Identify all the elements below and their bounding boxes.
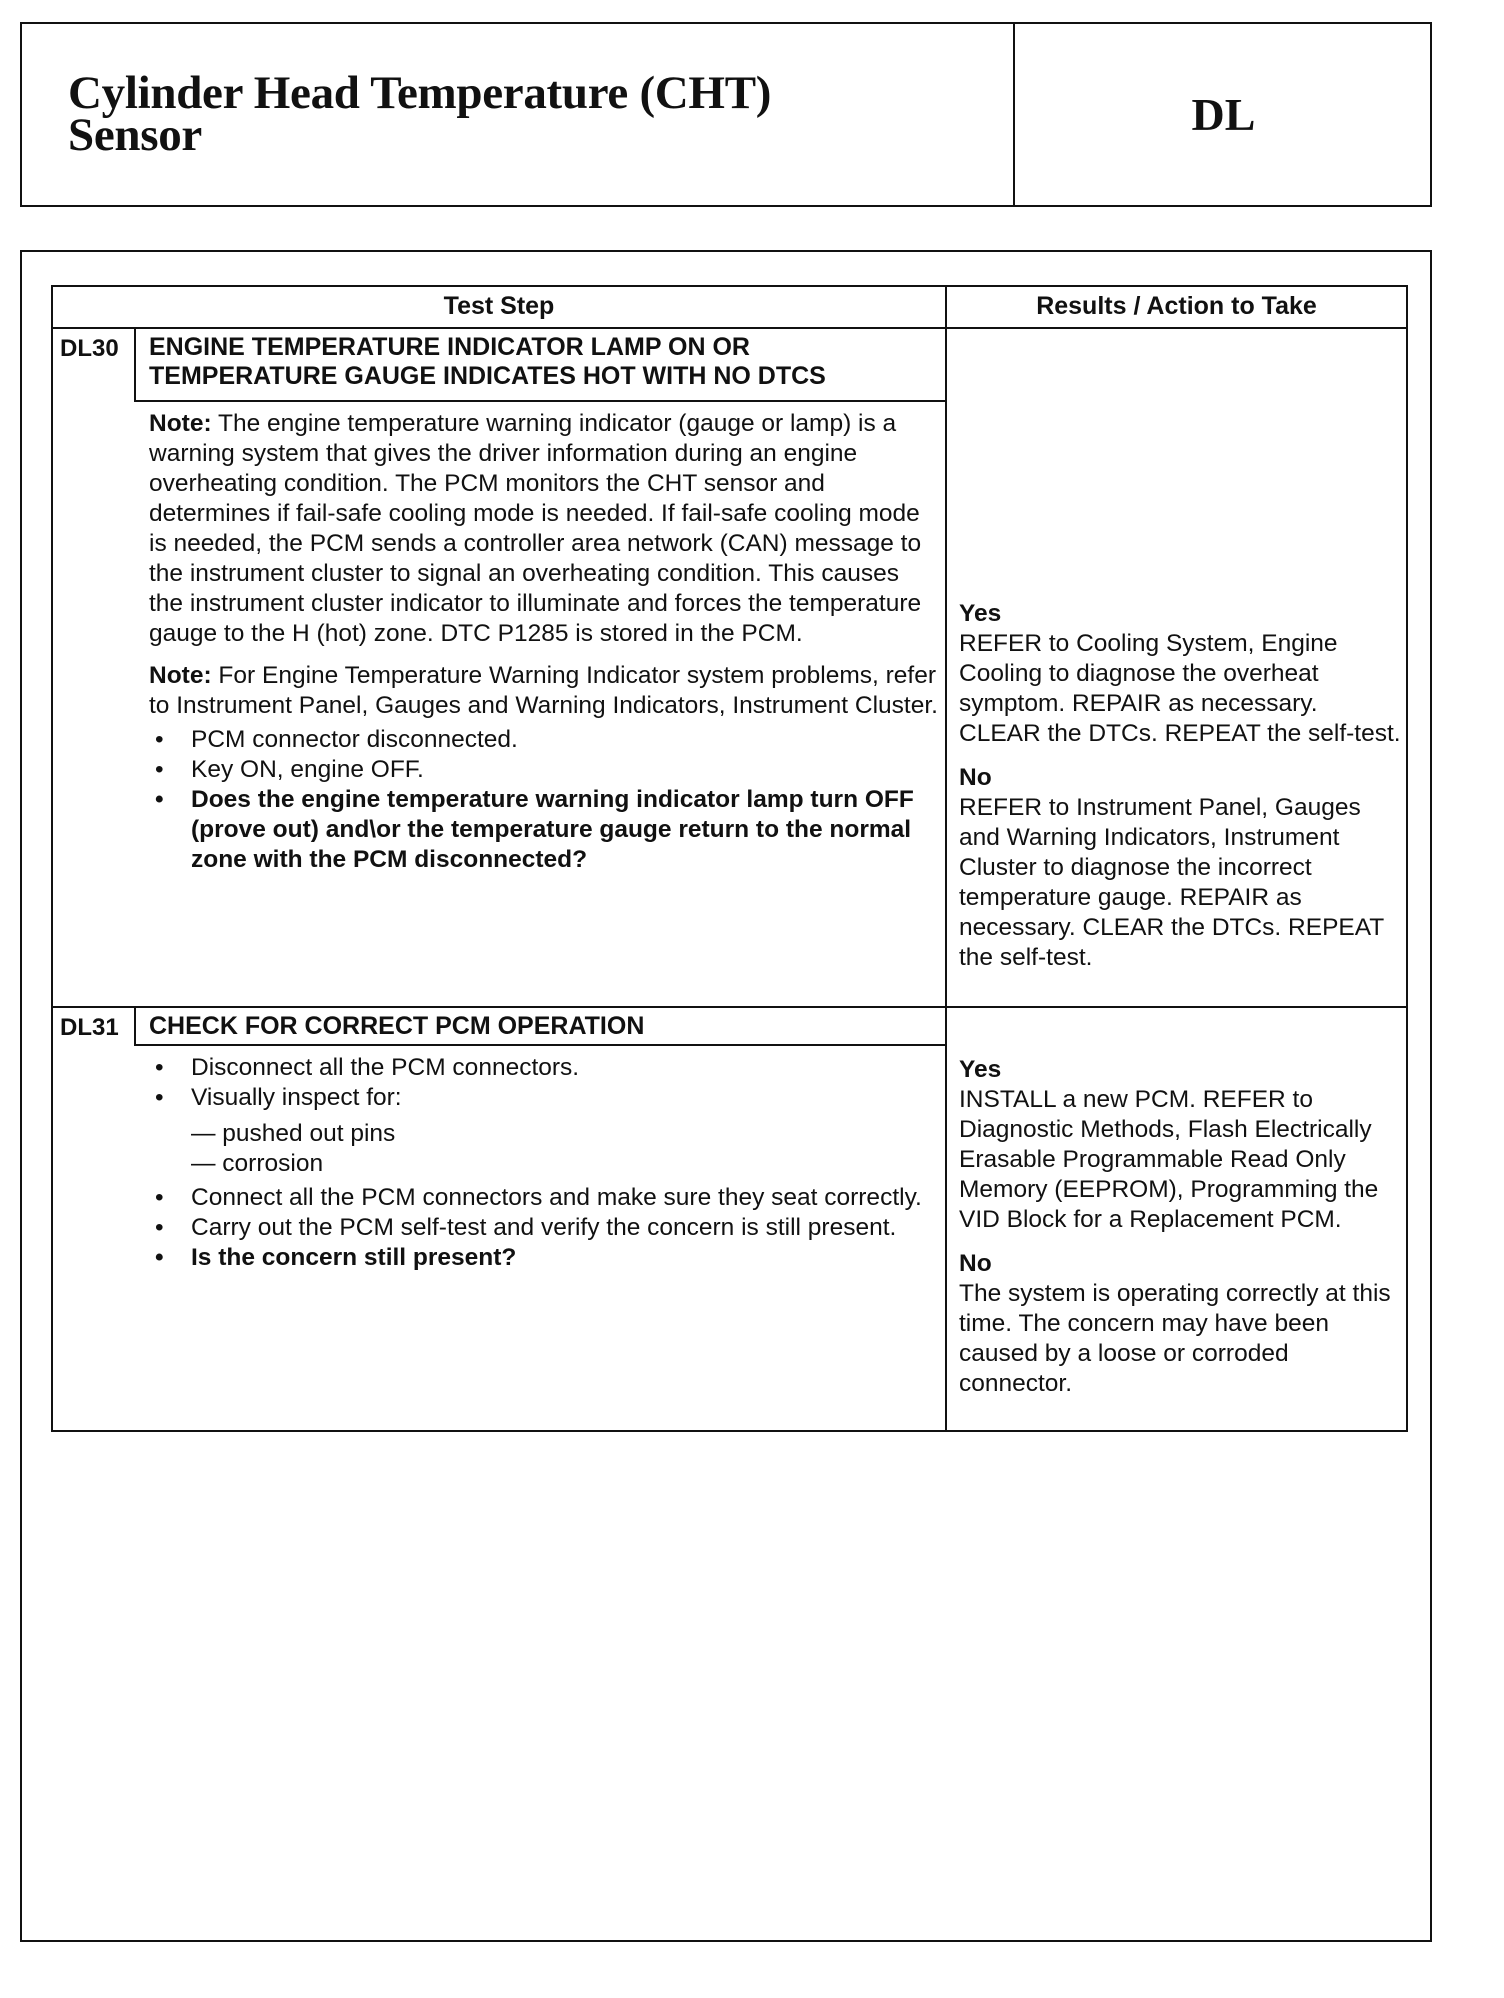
note-1-label: Note:	[149, 410, 212, 437]
note-1	[149, 409, 939, 649]
yes-text: INSTALL a new PCM. REFER to Diagnostic Methods, Flash Electrically Erasable Programmable Read Only Memory (EEPROM), Programming the VID Block for a Replacement PCM.	[959, 1086, 1379, 1233]
step-id-dl31: DL31	[60, 1014, 119, 1041]
dl31-question: • Is the concern still present?	[149, 1243, 939, 1273]
page-title	[68, 67, 968, 161]
diagnostic-table	[51, 285, 1408, 1432]
list-item: — pushed out pins	[191, 1120, 396, 1147]
section-code: DL	[1191, 89, 1256, 140]
step-body-dl31	[149, 1053, 939, 1273]
dl31-heading-line	[134, 1044, 947, 1046]
note-2-text: For Engine Temperature Warning Indicator system problems, refer to Instrument Panel, Gauges and Warning Indicators, Instrument Cluster.	[149, 662, 938, 719]
list-item: • PCM connector disconnected.	[149, 725, 939, 755]
col-header-test-step: Test Step	[443, 292, 555, 320]
dl31-top-line	[53, 1006, 1406, 1008]
column-divider	[945, 287, 947, 1430]
dl31-bullet-list-2	[149, 1183, 939, 1273]
note-2	[149, 661, 939, 721]
yes-label: Yes	[959, 1056, 1002, 1083]
list-item: • Carry out the PCM self-test and verify the concern is still present.	[149, 1213, 939, 1243]
step-heading-dl30-line-2: TEMPERATURE GAUGE INDICATES HOT WITH NO DTCS	[149, 362, 826, 390]
list-item: • Key ON, engine OFF.	[149, 755, 939, 785]
header-row-line	[53, 327, 1406, 329]
step-id-divider-dl31	[134, 1006, 136, 1045]
dl30-question: • Does the engine temperature warning indicator lamp turn OFF (prove out) and\or the temperature gauge return to the normal zone with the PCM disconnected?	[149, 785, 939, 875]
result-dl30	[959, 599, 1404, 973]
no-text: The system is operating correctly at this time. The concern may have been caused by a loose or corroded connector.	[959, 1280, 1391, 1397]
title-line-2: Sensor	[68, 109, 202, 161]
list-item: • Connect all the PCM connectors and make sure they seat correctly.	[149, 1183, 939, 1213]
yes-text: REFER to Cooling System, Engine Cooling to diagnose the overheat symptom. REPAIR as necessary. CLEAR the DTCs. REPEAT the self-test.	[959, 630, 1401, 747]
note-2-label: Note:	[149, 662, 212, 689]
step-body-dl30	[149, 409, 939, 875]
page-header	[20, 22, 1432, 207]
no-label: No	[959, 1250, 992, 1277]
inspect-sublist	[149, 1119, 939, 1179]
step-id-divider-dl30	[134, 327, 136, 401]
dl30-bullet-list	[149, 725, 939, 875]
title-line-1: Cylinder Head Temperature (CHT)	[68, 67, 772, 119]
dl31-bullet-list	[149, 1053, 939, 1113]
step-id-dl30: DL30	[60, 335, 119, 362]
step-heading-dl30-line-1: ENGINE TEMPERATURE INDICATOR LAMP ON OR	[149, 333, 750, 361]
note-1-text: The engine temperature warning indicator (gauge or lamp) is a warning system that gives the driver information during an engine overheating condition. The PCM monitors the CHT sensor and determines if fail-safe cooling mode is needed. If fail-safe cooling mode is needed, the PCM sends a controller area network (CAN) message to the instrument cluster to signal an overheating condition. This causes the instrument cluster indicator to illuminate and forces the temperature gauge to the H (hot) zone. DTC P1285 is stored in the PCM.	[149, 410, 922, 647]
step-heading-dl30	[149, 333, 939, 391]
no-text: REFER to Instrument Panel, Gauges and Warning Indicators, Instrument Cluster to diagnose the incorrect temperature gauge. REPAIR as necessary. CLEAR the DTCs. REPEAT the self-test.	[959, 794, 1384, 971]
list-item: • Disconnect all the PCM connectors.	[149, 1053, 939, 1083]
list-item: • Visually inspect for:	[149, 1083, 939, 1113]
list-item: — corrosion	[191, 1150, 324, 1177]
yes-label: Yes	[959, 600, 1002, 627]
dl30-heading-line	[134, 400, 947, 402]
step-heading-dl31: CHECK FOR CORRECT PCM OPERATION	[149, 1012, 645, 1040]
no-label: No	[959, 764, 992, 791]
result-dl31	[959, 1055, 1404, 1399]
col-header-results: Results / Action to Take	[1036, 292, 1317, 320]
